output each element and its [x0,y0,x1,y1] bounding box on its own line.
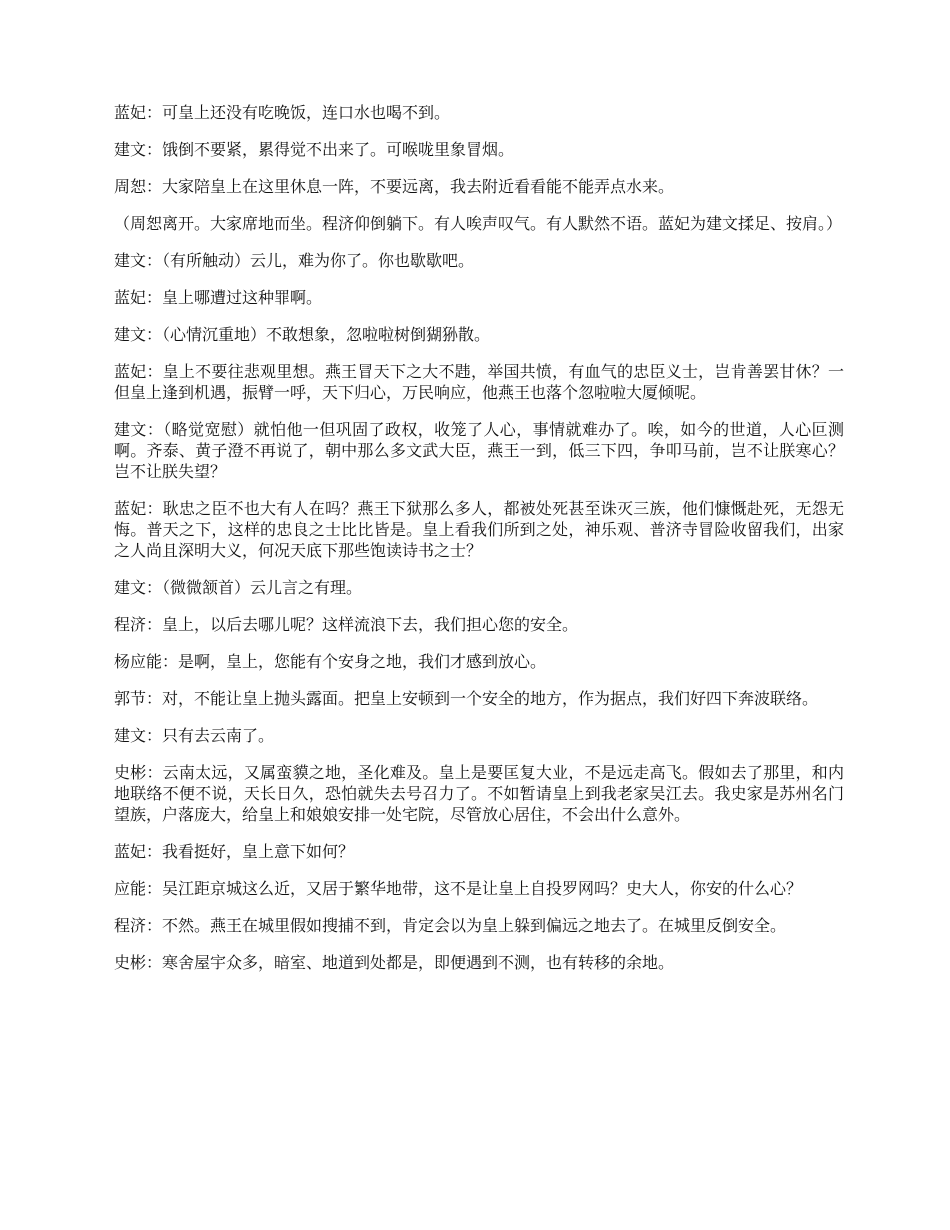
dialogue-paragraph: 史彬：云南太远，又属蛮貘之地，圣化难及。皇上是要匡复大业，不是远走高飞。假如去了那里，和内地联络不便不说，天长日久，恐怕就失去号召力了。不如暂请皇上到我老家吴江去。我史家是苏州名门望族，户落庞大，给皇上和娘娘安排一处宅院，尽管放心居住，不会出什么意外。 [114,763,844,824]
dialogue-paragraph: 蓝妃：可皇上还没有吃晚饭，连口水也喝不到。 [114,103,451,122]
dialogue-paragraph: 建文：饿倒不要紧，累得觉不出来了。可喉咙里象冒烟。 [114,140,515,159]
dialogue-paragraph: 程济：不然。燕王在城里假如搜捕不到，肯定会以为皇上躲到偏远之地去了。在城里反倒安全。 [114,916,787,935]
dialogue-paragraph: 建文：（心情沉重地）不敢想象，忽啦啦树倒猢狲散。 [114,325,491,344]
dialogue-paragraph: 建文：（略觉宽慰）就怕他一但巩固了政权，收笼了人心，事情就难办了。唉，如今的世道，人心叵测啊。齐泰、黄子澄不再说了，朝中那么多文武大臣，燕王一到，低三下四，争叩马前，岂不让朕寒心？岂不让朕失望？ [114,420,844,481]
stage-direction-paragraph: （周恕离开。大家席地而坐。程济仰倒躺下。有人唉声叹气。有人默然不语。蓝妃为建文揉足、按肩。） [114,214,843,233]
dialogue-paragraph: 周恕：大家陪皇上在这里休息一阵，不要远离，我去附近看看能不能弄点水来。 [114,177,675,196]
dialogue-paragraph: 程济：皇上，以后去哪儿呢？这样流浪下去，我们担心您的安全。 [114,615,579,634]
dialogue-paragraph: 建文：（微微颔首）云儿言之有理。 [114,578,363,597]
dialogue-paragraph: 蓝妃：耿忠之臣不也大有人在吗？燕王下狱那么多人，都被处死甚至诛灭三族，他们慷慨赴死，无怨无悔。普天之下，这样的忠良之士比比皆是。皇上看我们所到之处，神乐观、普济寺冒险收留我们，出家之人尚且深明大义，何况天底下那些饱读诗书之士？ [114,499,844,560]
document-body [114,102,844,989]
dialogue-paragraph: 蓝妃：皇上哪遭过这种罪啊。 [114,288,323,307]
dialogue-paragraph: 杨应能：是啊，皇上，您能有个安身之地，我们才感到放心。 [114,652,547,671]
dialogue-paragraph: 史彬：寒舍屋宇众多，暗室、地道到处都是，即便遇到不测，也有转移的余地。 [114,953,675,972]
dialogue-paragraph: 建文：只有去云南了。 [114,726,275,745]
dialogue-paragraph: 郭节：对，不能让皇上抛头露面。把皇上安顿到一个安全的地方，作为据点，我们好四下奔波联络。 [114,689,819,708]
dialogue-paragraph: 蓝妃：我看挺好，皇上意下如何？ [114,842,355,861]
dialogue-paragraph: 蓝妃：皇上不要往悲观里想。燕王冒天下之大不韪，举国共愤，有血气的忠臣义士，岂肯善罢甘休？一但皇上逢到机遇，振臂一呼，天下归心，万民响应，他燕王也落个忽啦啦大厦倾呢。 [114,362,844,402]
dialogue-paragraph: 建文：（有所触动）云儿，难为你了。你也歇歇吧。 [114,251,475,270]
dialogue-paragraph: 应能：吴江距京城这么近，又居于繁华地带，这不是让皇上自投罗网吗？史大人，你安的什么心？ [114,879,803,898]
